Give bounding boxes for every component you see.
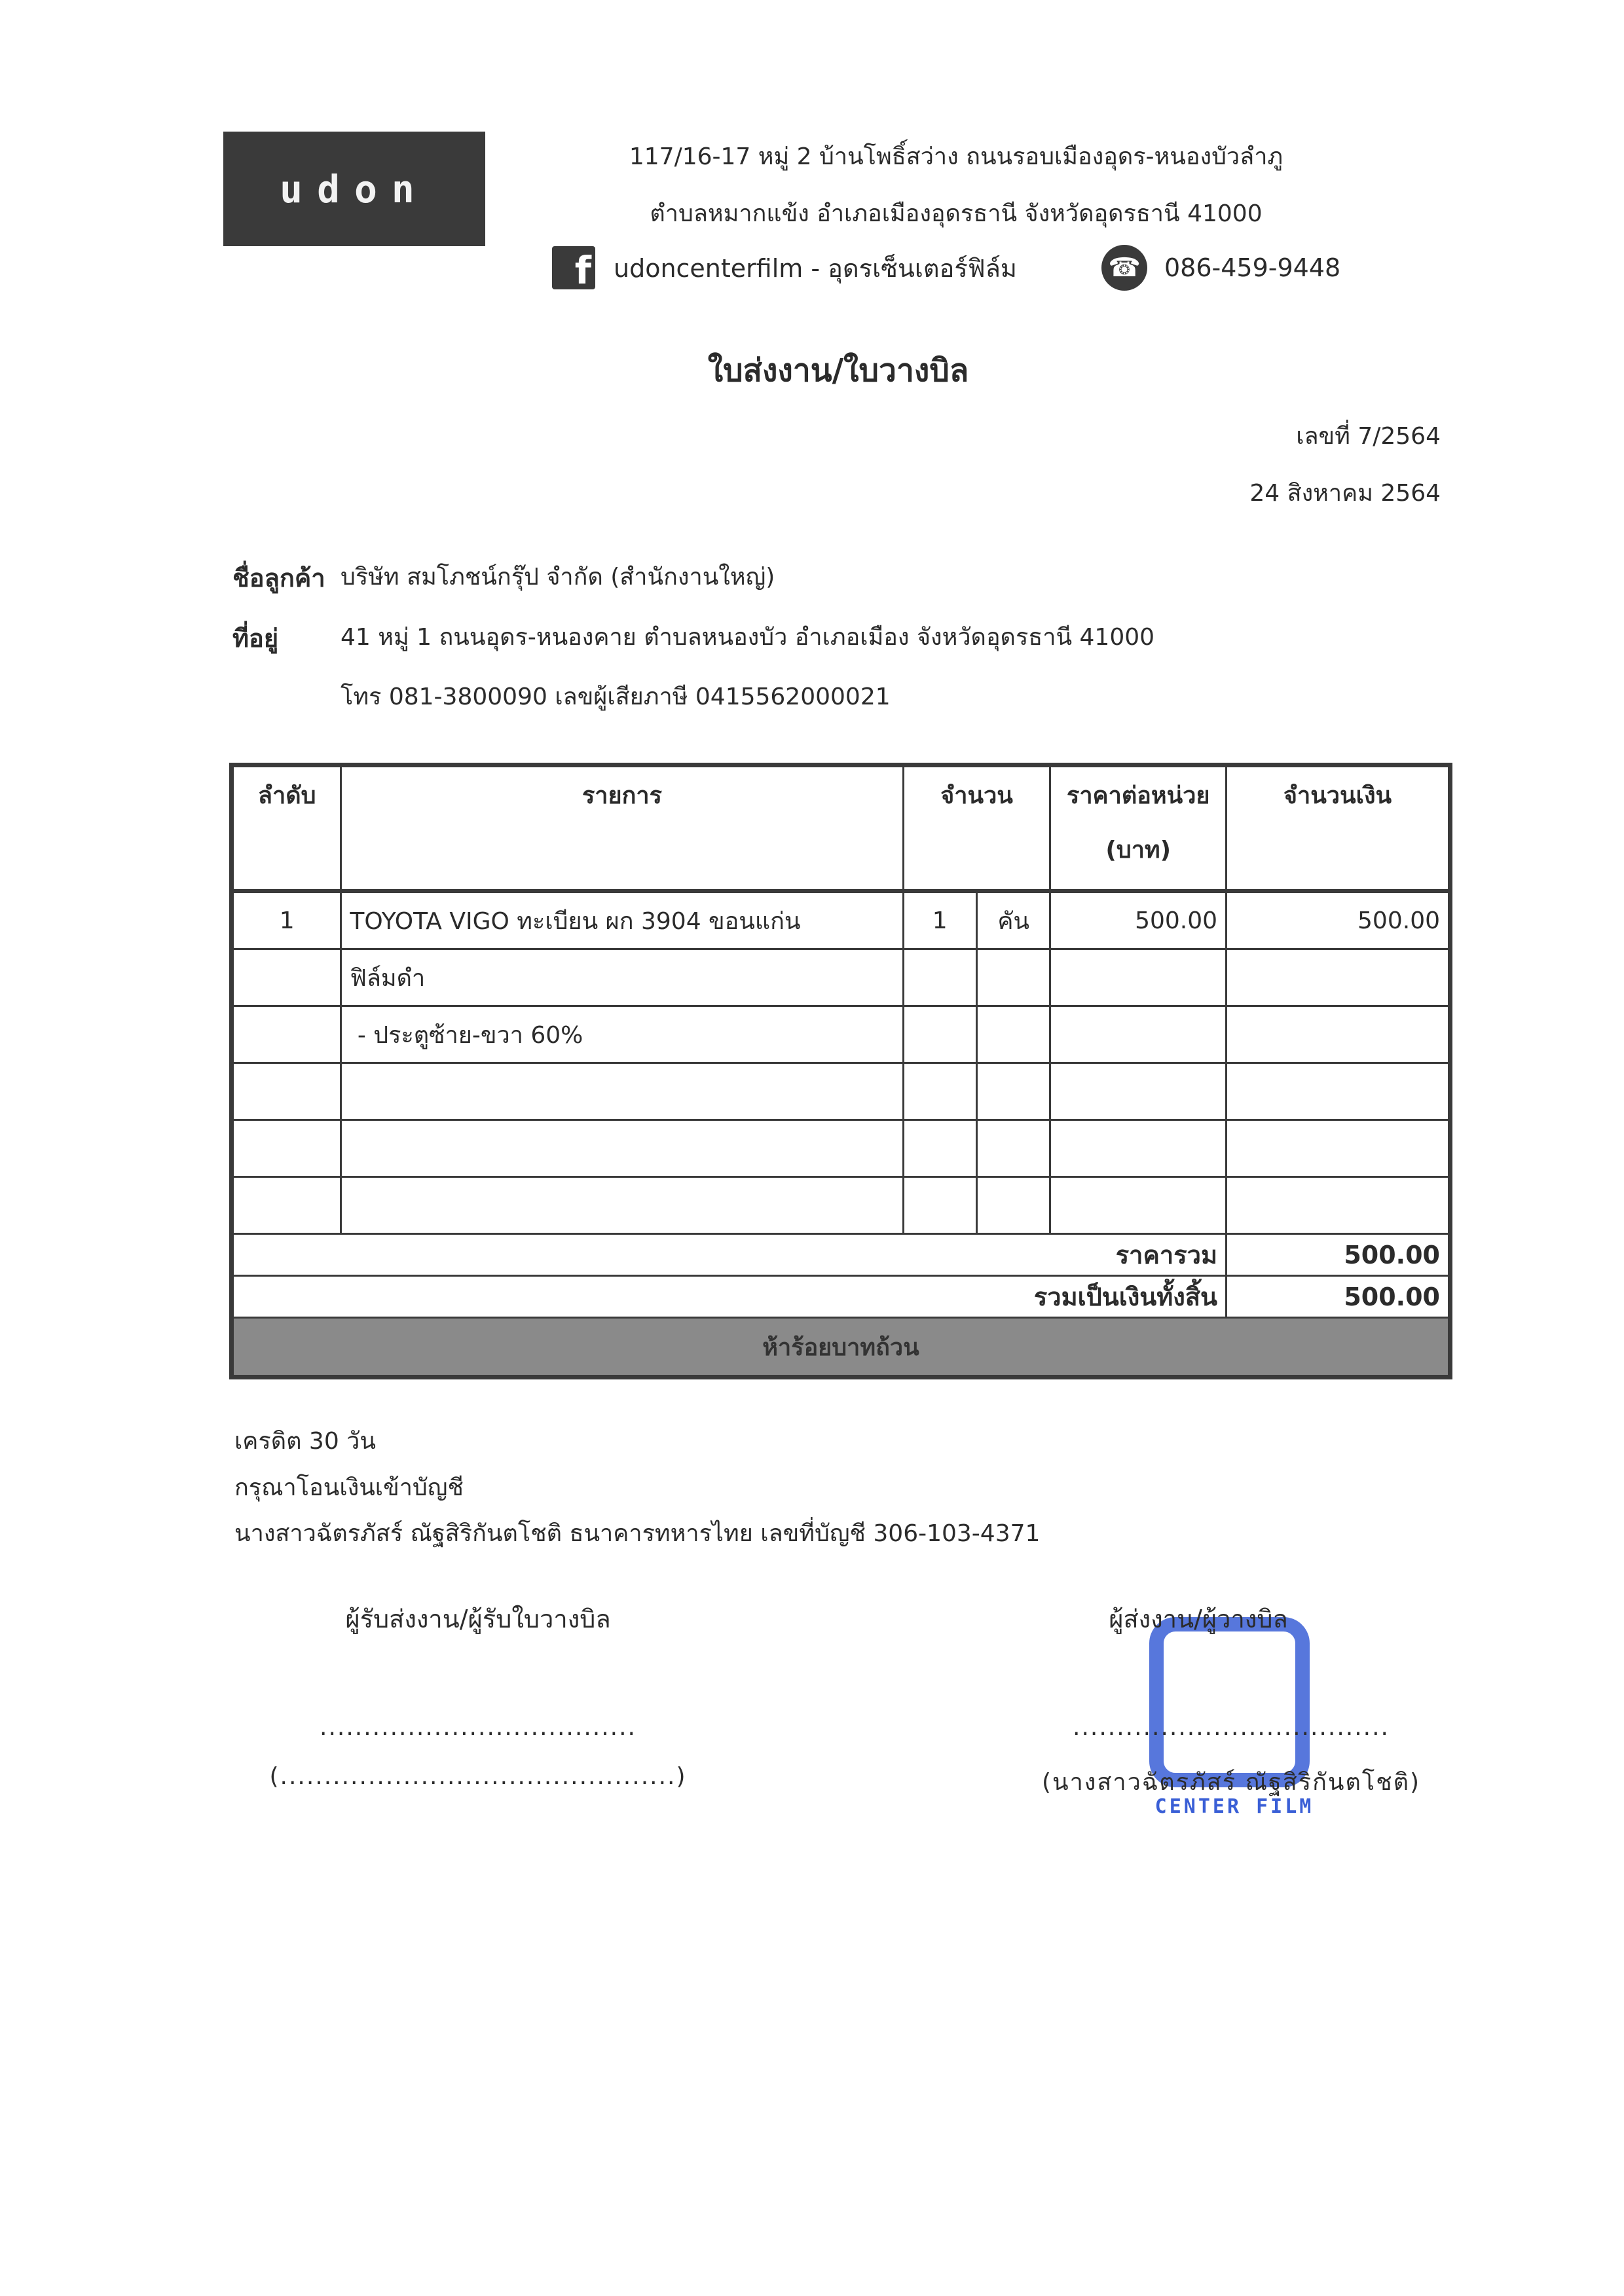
total-row	[232, 1276, 1450, 1318]
row-unit: คัน	[976, 891, 1050, 949]
header-no: ลำดับ	[232, 765, 341, 892]
row-unit-price	[1050, 1177, 1227, 1234]
row-no: 1	[232, 891, 341, 949]
header-unit-price-line2: (บาท)	[1105, 837, 1172, 864]
customer-name-label: ชื่อลูกค้า	[232, 564, 325, 592]
phone-icon: ☎	[1101, 245, 1147, 291]
customer-contact: โทร 081-3800090 เลขผู้เสียภาษี 0415562000021	[341, 683, 891, 710]
receiver-name: (.............................................)	[269, 1763, 687, 1790]
table-row	[232, 1177, 1450, 1234]
document-number: เลขที่ 7/2564	[1296, 423, 1441, 450]
row-item: TOYOTA VIGO ทะเบียน ผก 3904 ขอนแก่น	[341, 891, 903, 949]
row-no	[232, 1120, 341, 1177]
amount-in-words-row	[232, 1318, 1450, 1377]
receiver-signature-line: ....................................	[320, 1714, 637, 1741]
row-unit-price	[1050, 1006, 1227, 1063]
company-address-line2: ตำบลหมากแข้ง อำเภอเมืองอุดรธานี จังหวัดอุดรธานี 41000	[650, 200, 1263, 227]
row-item	[341, 1063, 903, 1120]
company-logo	[223, 132, 485, 246]
table-row	[232, 1063, 1450, 1120]
row-unit-price	[1050, 1063, 1227, 1120]
row-item	[341, 1120, 903, 1177]
phone-contact	[1101, 245, 1340, 291]
facebook-icon: f	[552, 246, 595, 289]
customer-address-label: ที่อยู่	[232, 624, 279, 653]
row-amount	[1227, 1120, 1450, 1177]
sender-signature-line: ....................................	[1073, 1714, 1390, 1741]
header-unit-price-line1: ราคาต่อหน่วย	[1067, 782, 1210, 809]
phone-number: 086-459-9448	[1164, 253, 1341, 282]
facebook-contact	[552, 246, 1017, 293]
sender-name: (นางสาวฉัตรภัสร์ ณัฐสิริกันตโชติ)	[1041, 1769, 1421, 1796]
row-amount	[1227, 1177, 1450, 1234]
row-qty	[903, 1177, 976, 1234]
total-label: รวมเป็นเงินทั้งสิ้น	[232, 1276, 1227, 1318]
subtotal-row	[232, 1234, 1450, 1276]
sender-title: ผู้ส่งงาน/ผู้วางบิล	[1109, 1605, 1288, 1633]
items-table	[229, 763, 1452, 1379]
company-stamp	[1149, 1617, 1310, 1787]
row-amount	[1227, 1006, 1450, 1063]
stamp-text: CENTER FILM	[1154, 1795, 1314, 1818]
row-no	[232, 1006, 341, 1063]
row-qty	[903, 1120, 976, 1177]
row-unit	[976, 1120, 1050, 1177]
company-address-line1: 117/16-17 หมู่ 2 บ้านโพธิ์สว่าง ถนนรอบเมืองอุดร-หนองบัวลำภู	[629, 143, 1283, 170]
row-item: - ประตูซ้าย-ขวา 60%	[341, 1006, 903, 1063]
table-row	[232, 891, 1450, 949]
row-amount	[1227, 949, 1450, 1006]
row-qty	[903, 1063, 976, 1120]
row-qty: 1	[903, 891, 976, 949]
table-row	[232, 1006, 1450, 1063]
document-date: 24 สิงหาคม 2564	[1249, 480, 1441, 507]
header-item: รายการ	[341, 765, 903, 892]
row-unit	[976, 1177, 1050, 1234]
customer-address: 41 หมู่ 1 ถนนอุดร-หนองคาย ตำบลหนองบัว อำเภอเมือง จังหวัดอุดรธานี 41000	[341, 624, 1155, 651]
facebook-page-name: udoncenterfilm - อุดรเซ็นเตอร์ฟิล์ม	[614, 253, 1017, 283]
row-unit	[976, 1063, 1050, 1120]
credit-terms: เครดิต 30 วัน	[234, 1428, 376, 1455]
row-unit-price: 500.00	[1050, 891, 1227, 949]
table-row	[232, 949, 1450, 1006]
row-item: ฟิล์มดำ	[341, 949, 903, 1006]
row-qty	[903, 1006, 976, 1063]
row-no	[232, 1177, 341, 1234]
receiver-title: ผู้รับส่งงาน/ผู้รับใบวางบิล	[345, 1605, 611, 1633]
row-unit-price	[1050, 1120, 1227, 1177]
transfer-note: กรุณาโอนเงินเข้าบัญชี	[234, 1474, 464, 1501]
header-qty: จำนวน	[903, 765, 1050, 892]
subtotal-value: 500.00	[1227, 1234, 1450, 1276]
row-unit-price	[1050, 949, 1227, 1006]
row-amount: 500.00	[1227, 891, 1450, 949]
row-amount	[1227, 1063, 1450, 1120]
table-row	[232, 1120, 1450, 1177]
table-header-row	[232, 765, 1450, 892]
document-title: ใบส่งงาน/ใบวางบิล	[707, 352, 969, 389]
row-no	[232, 1063, 341, 1120]
amount-in-words: ห้าร้อยบาทถ้วน	[232, 1318, 1450, 1377]
row-item	[341, 1177, 903, 1234]
logo-text: udon	[280, 166, 429, 211]
total-value: 500.00	[1227, 1276, 1450, 1318]
header-amount: จำนวนเงิน	[1227, 765, 1450, 892]
row-unit	[976, 949, 1050, 1006]
row-unit	[976, 1006, 1050, 1063]
row-no	[232, 949, 341, 1006]
subtotal-label: ราคารวม	[232, 1234, 1227, 1276]
header-unit-price	[1050, 765, 1227, 892]
bank-account: นางสาวฉัตรภัสร์ ณัฐสิริกันตโชติ ธนาคารทหารไทย เลขที่บัญชี 306-103-4371	[234, 1520, 1041, 1547]
row-qty	[903, 949, 976, 1006]
customer-name: บริษัท สมโภชน์กรุ๊ป จำกัด (สำนักงานใหญ่)	[341, 564, 775, 591]
